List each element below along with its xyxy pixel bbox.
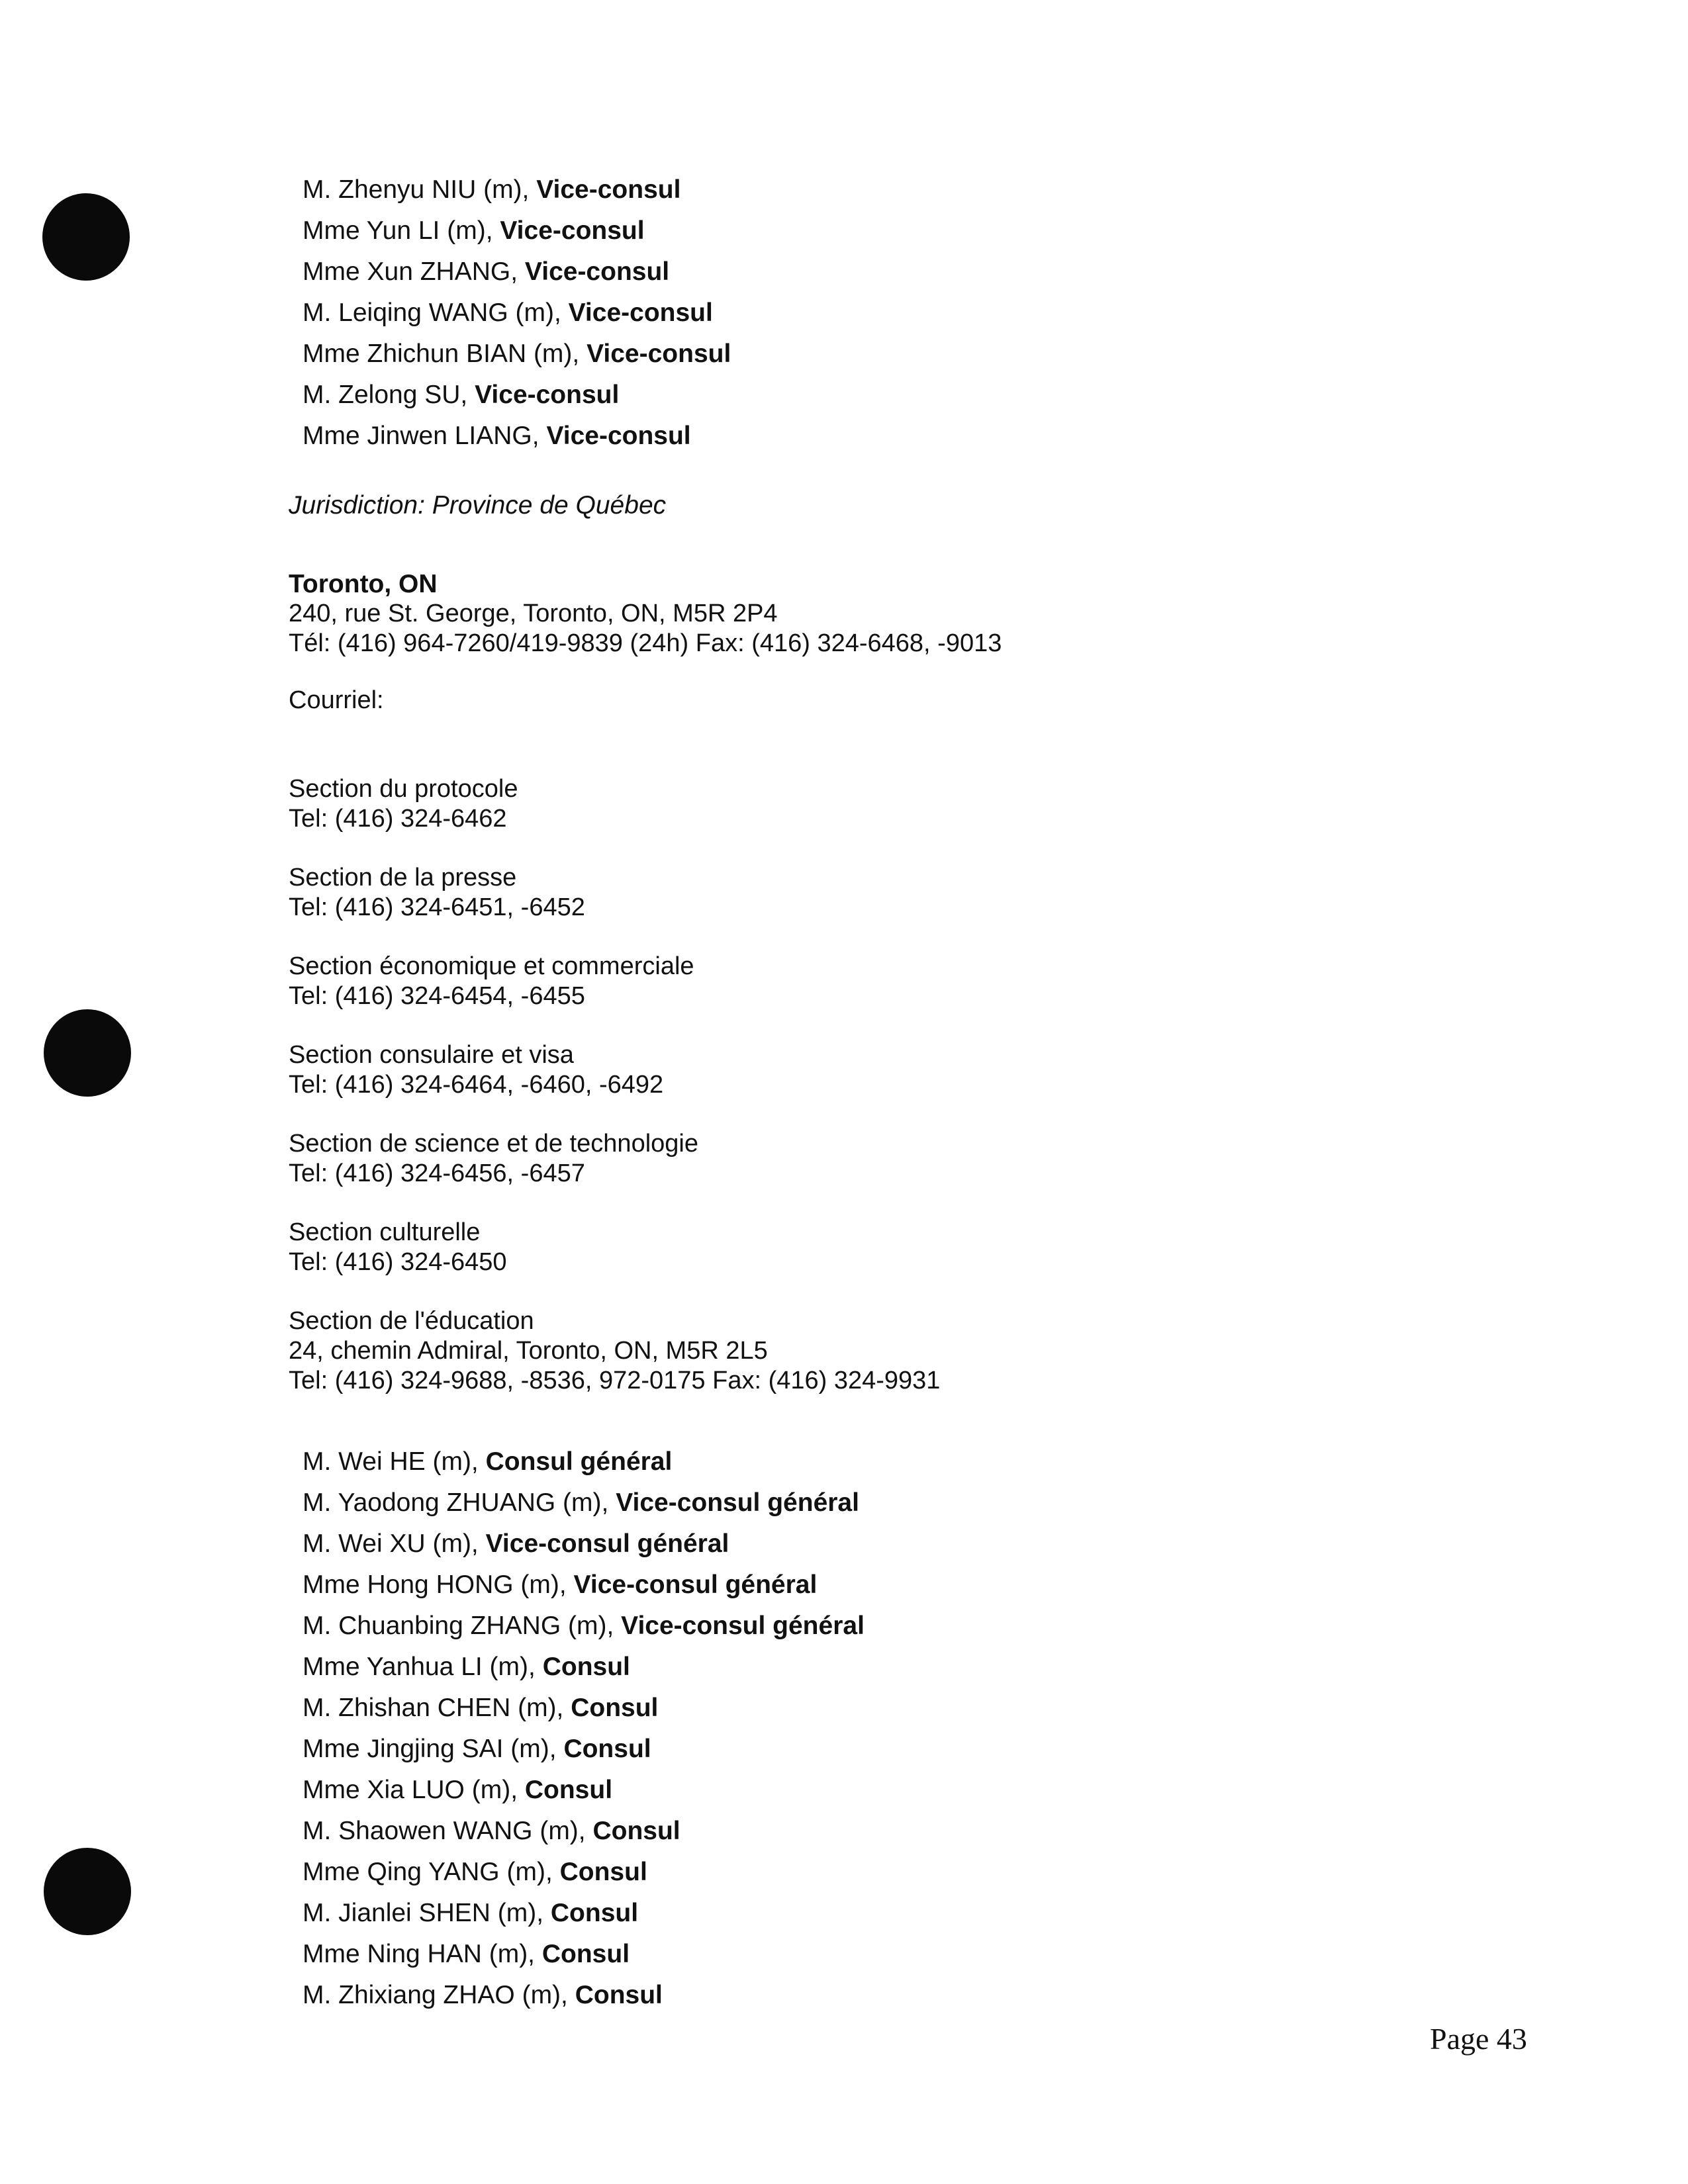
staff-name: Mme Jingjing SAI (m), — [303, 1735, 557, 1763]
section-phone: Tel: (416) 324-6450 — [289, 1248, 507, 1276]
consulate-phone-fax: Tél: (416) 964-7260/419-9839 (24h) Fax: (416) 324-6468, -9013 — [289, 629, 1002, 657]
staff-title: Consul — [542, 1653, 630, 1681]
staff-title: Consul — [592, 1817, 680, 1845]
section-phone: Tel: (416) 324-6462 — [289, 805, 507, 833]
section-phone: Tel: (416) 324-9688, -8536, 972-0175 Fax: (416) 324-9931 — [289, 1367, 941, 1394]
jurisdiction-note: Jurisdiction: Province de Québec — [289, 491, 667, 520]
staff-title: Consul général — [485, 1447, 673, 1476]
staff-entry — [303, 1482, 865, 1524]
staff-entry — [303, 1729, 865, 1770]
staff-entry — [303, 375, 731, 416]
section-name: Section consulaire et visa — [289, 1041, 574, 1069]
staff-entry — [303, 1688, 865, 1729]
staff-title: Consul — [559, 1858, 647, 1886]
section-phone: Tel: (416) 324-6454, -6455 — [289, 982, 585, 1010]
section-phone: Tel: (416) 324-6451, -6452 — [289, 893, 585, 921]
staff-entry — [303, 210, 731, 251]
staff-entry — [303, 251, 731, 293]
section-phone: Tel: (416) 324-6464, -6460, -6492 — [289, 1071, 664, 1099]
staff-name: Mme Yanhua LI (m), — [303, 1653, 536, 1681]
staff-title: Vice-consul général — [573, 1570, 818, 1599]
section-science — [289, 1129, 940, 1189]
punch-hole — [42, 193, 130, 281]
staff-entry — [303, 1647, 865, 1688]
staff-name: Mme Xia LUO (m), — [303, 1776, 518, 1804]
staff-title: Vice-consul général — [485, 1529, 729, 1558]
staff-name: M. Wei XU (m), — [303, 1529, 479, 1558]
staff-list-bottom — [303, 1441, 865, 2016]
staff-name: M. Leiqing WANG (m), — [303, 298, 561, 327]
staff-list-top — [303, 169, 731, 457]
staff-entry — [303, 1852, 865, 1893]
staff-name: M. Jianlei SHEN (m), — [303, 1899, 544, 1927]
staff-name: Mme Xun ZHANG, — [303, 257, 518, 286]
staff-entry — [303, 1975, 865, 2016]
staff-title: Vice-consul — [568, 298, 713, 327]
page-number: Page 43 — [1430, 2022, 1527, 2056]
consulate-city: Toronto, ON — [289, 570, 438, 598]
staff-name: Mme Qing YANG (m), — [303, 1858, 553, 1886]
staff-entry — [303, 1893, 865, 1934]
staff-entry — [303, 1606, 865, 1647]
staff-title: Vice-consul — [546, 422, 691, 450]
staff-title: Vice-consul — [536, 175, 681, 204]
section-economic — [289, 952, 940, 1011]
section-name: Section de la presse — [289, 864, 517, 891]
staff-name: M. Zhishan CHEN (m), — [303, 1694, 564, 1722]
staff-title: Consul — [563, 1735, 651, 1763]
staff-entry — [303, 334, 731, 375]
staff-name: M. Zelong SU, — [303, 381, 468, 409]
consulate-header — [289, 569, 1002, 659]
staff-title: Vice-consul général — [616, 1488, 859, 1517]
punch-hole — [44, 1009, 131, 1097]
section-name: Section de l'éducation — [289, 1307, 534, 1335]
staff-title: Vice-consul — [475, 381, 620, 409]
staff-entry — [303, 1441, 865, 1482]
section-cultural — [289, 1218, 940, 1277]
staff-name: M. Yaodong ZHUANG (m), — [303, 1488, 609, 1517]
staff-entry — [303, 1934, 865, 1975]
staff-title: Consul — [571, 1694, 659, 1722]
staff-title: Consul — [575, 1981, 663, 2009]
section-name: Section culturelle — [289, 1218, 481, 1246]
section-phone: Tel: (416) 324-6456, -6457 — [289, 1160, 585, 1187]
staff-entry — [303, 416, 731, 457]
section-address: 24, chemin Admiral, Toronto, ON, M5R 2L5 — [289, 1337, 768, 1365]
staff-title: Vice-consul — [524, 257, 670, 286]
staff-title: Vice-consul — [500, 216, 645, 245]
staff-title: Vice-consul général — [621, 1612, 865, 1640]
staff-title: Consul — [524, 1776, 613, 1804]
staff-entry — [303, 169, 731, 210]
staff-title: Consul — [541, 1940, 630, 1968]
email-label: Courriel: — [289, 686, 384, 714]
staff-entry — [303, 1770, 865, 1811]
staff-title: Vice-consul — [586, 340, 731, 368]
staff-title: Consul — [550, 1899, 639, 1927]
staff-entry — [303, 1811, 865, 1852]
staff-name: Mme Yun LI (m), — [303, 216, 493, 245]
section-name: Section du protocole — [289, 775, 518, 803]
section-education — [289, 1306, 940, 1396]
staff-entry — [303, 293, 731, 334]
staff-name: Mme Zhichun BIAN (m), — [303, 340, 580, 368]
section-consular — [289, 1040, 940, 1100]
staff-entry — [303, 1565, 865, 1606]
sections-list — [289, 774, 940, 1425]
section-press — [289, 863, 940, 923]
section-name: Section de science et de technologie — [289, 1130, 698, 1158]
staff-name: M. Chuanbing ZHANG (m), — [303, 1612, 614, 1640]
staff-name: M. Wei HE (m), — [303, 1447, 479, 1476]
punch-hole — [44, 1848, 131, 1935]
staff-name: Mme Hong HONG (m), — [303, 1570, 567, 1599]
staff-entry — [303, 1524, 865, 1565]
consulate-address: 240, rue St. George, Toronto, ON, M5R 2P4 — [289, 600, 778, 627]
staff-name: M. Shaowen WANG (m), — [303, 1817, 586, 1845]
staff-name: M. Zhenyu NIU (m), — [303, 175, 530, 204]
staff-name: M. Zhixiang ZHAO (m), — [303, 1981, 568, 2009]
section-protocol — [289, 774, 940, 834]
staff-name: Mme Jinwen LIANG, — [303, 422, 539, 450]
staff-name: Mme Ning HAN (m), — [303, 1940, 536, 1968]
section-name: Section économique et commerciale — [289, 952, 694, 980]
